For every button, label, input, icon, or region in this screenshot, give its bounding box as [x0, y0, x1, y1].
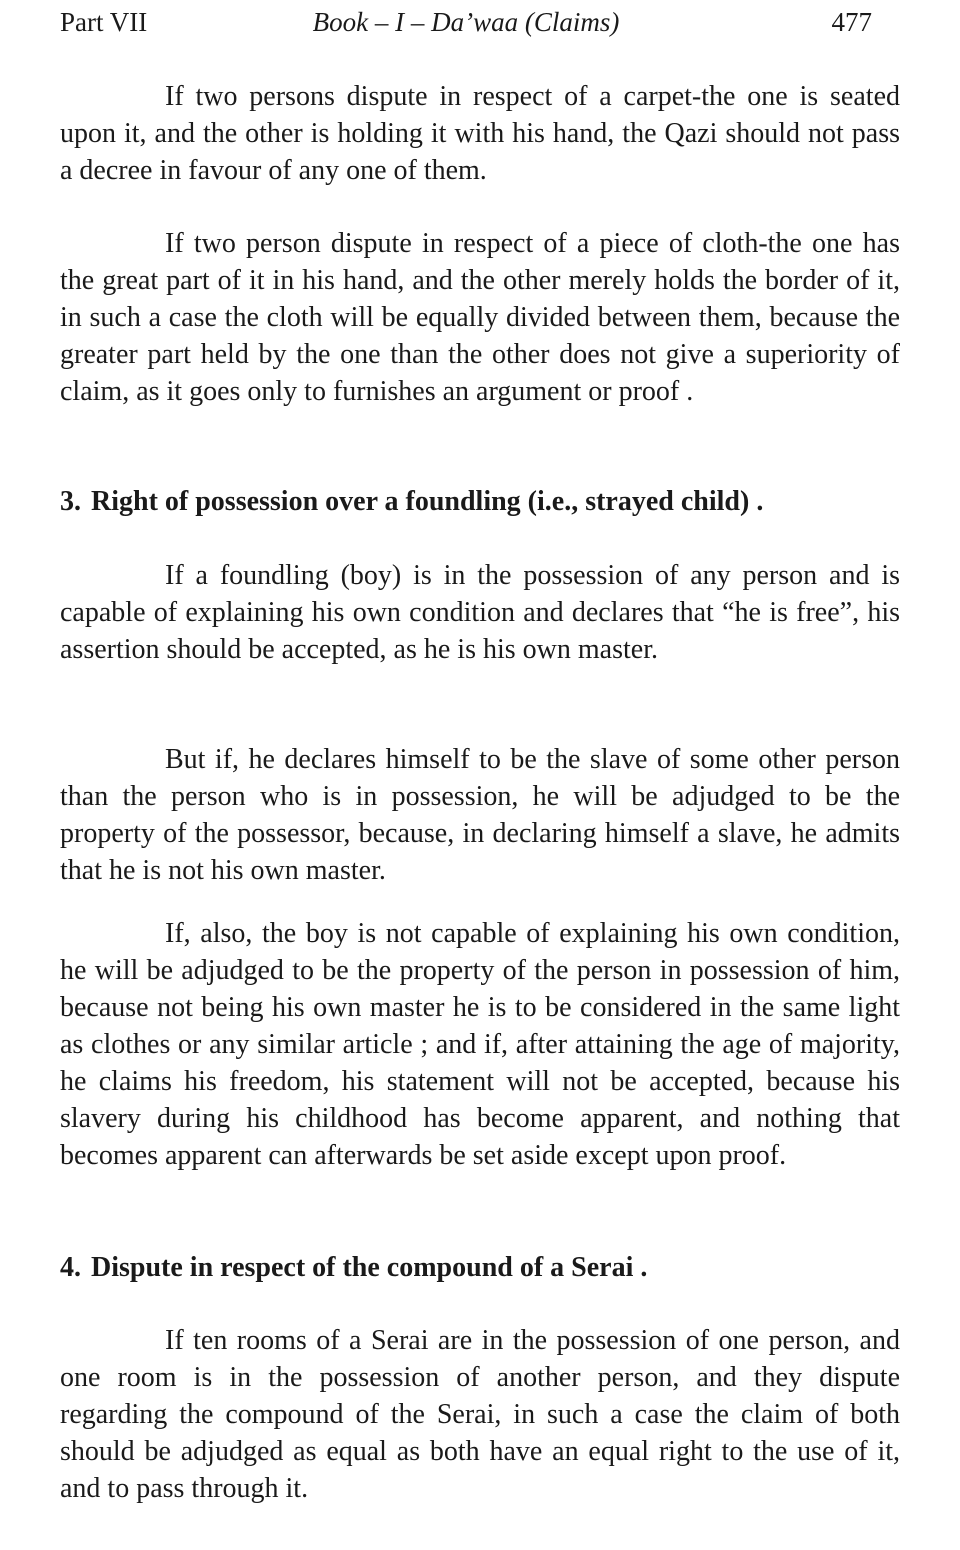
section-heading-foundling: [60, 483, 900, 520]
section-number: 3.: [60, 486, 81, 517]
section-title: Right of possession over a foundling (i.e., strayed child) .: [91, 486, 764, 517]
part-label: Part VII: [60, 7, 148, 37]
section-number: 4.: [60, 1252, 81, 1283]
section-heading-serai: [60, 1249, 900, 1286]
running-header: [60, 4, 872, 40]
section-title: Dispute in respect of the compound of a Serai .: [91, 1252, 648, 1283]
paragraph-foundling-slave: But if, he declares himself to be the slave of some other person than the person who is in possession, he will be adjudged to be the property of the possessor, because, in declaring himself a slave, he admits that he is not his own master.: [60, 744, 900, 886]
paragraph-carpet-dispute: If two persons dispute in respect of a carpet-the one is seated upon it, and the other is holding it with his hand, the Qazi should not pass a decree in favour of any one of them.: [60, 81, 900, 186]
book-title: Book – I – Da’waa (Claims): [312, 7, 620, 37]
page-number: 477: [831, 7, 872, 37]
paragraph-serai-compound: If ten rooms of a Serai are in the possession of one person, and one room is in the possession of another person, and they dispute regarding the compound of the Serai, in such a case the claim of both should be adjudged as equal as both have an equal right to the use of it, and to pass through it.: [60, 1325, 900, 1504]
paragraph-foundling-free: If a foundling (boy) is in the possession of any person and is capable of explaining his own condition and declares that “he is free”, his assertion should be accepted, as he is his own master.: [60, 560, 900, 665]
paragraph-foundling-incapable: If, also, the boy is not capable of explaining his own condition, he will be adjudged to be the property of the person in possession of him, because not being his own master he is to be considered in the same light as clothes or any similar article ; and if, after attaining the age of majority, he claims his freedom, his statement will not be accepted, because his slavery during his childhood has become apparent, and nothing that becomes apparent can afterwards be set aside except upon proof.: [60, 918, 900, 1171]
paragraph-cloth-dispute: If two person dispute in respect of a piece of cloth-the one has the great part of it in his hand, and the other merely holds the border of it, in such a case the cloth will be equally divided between them, because the greater part held by the one than the other does not give a superiority of claim, as it goes only to furnishes an argument or proof .: [60, 228, 900, 407]
